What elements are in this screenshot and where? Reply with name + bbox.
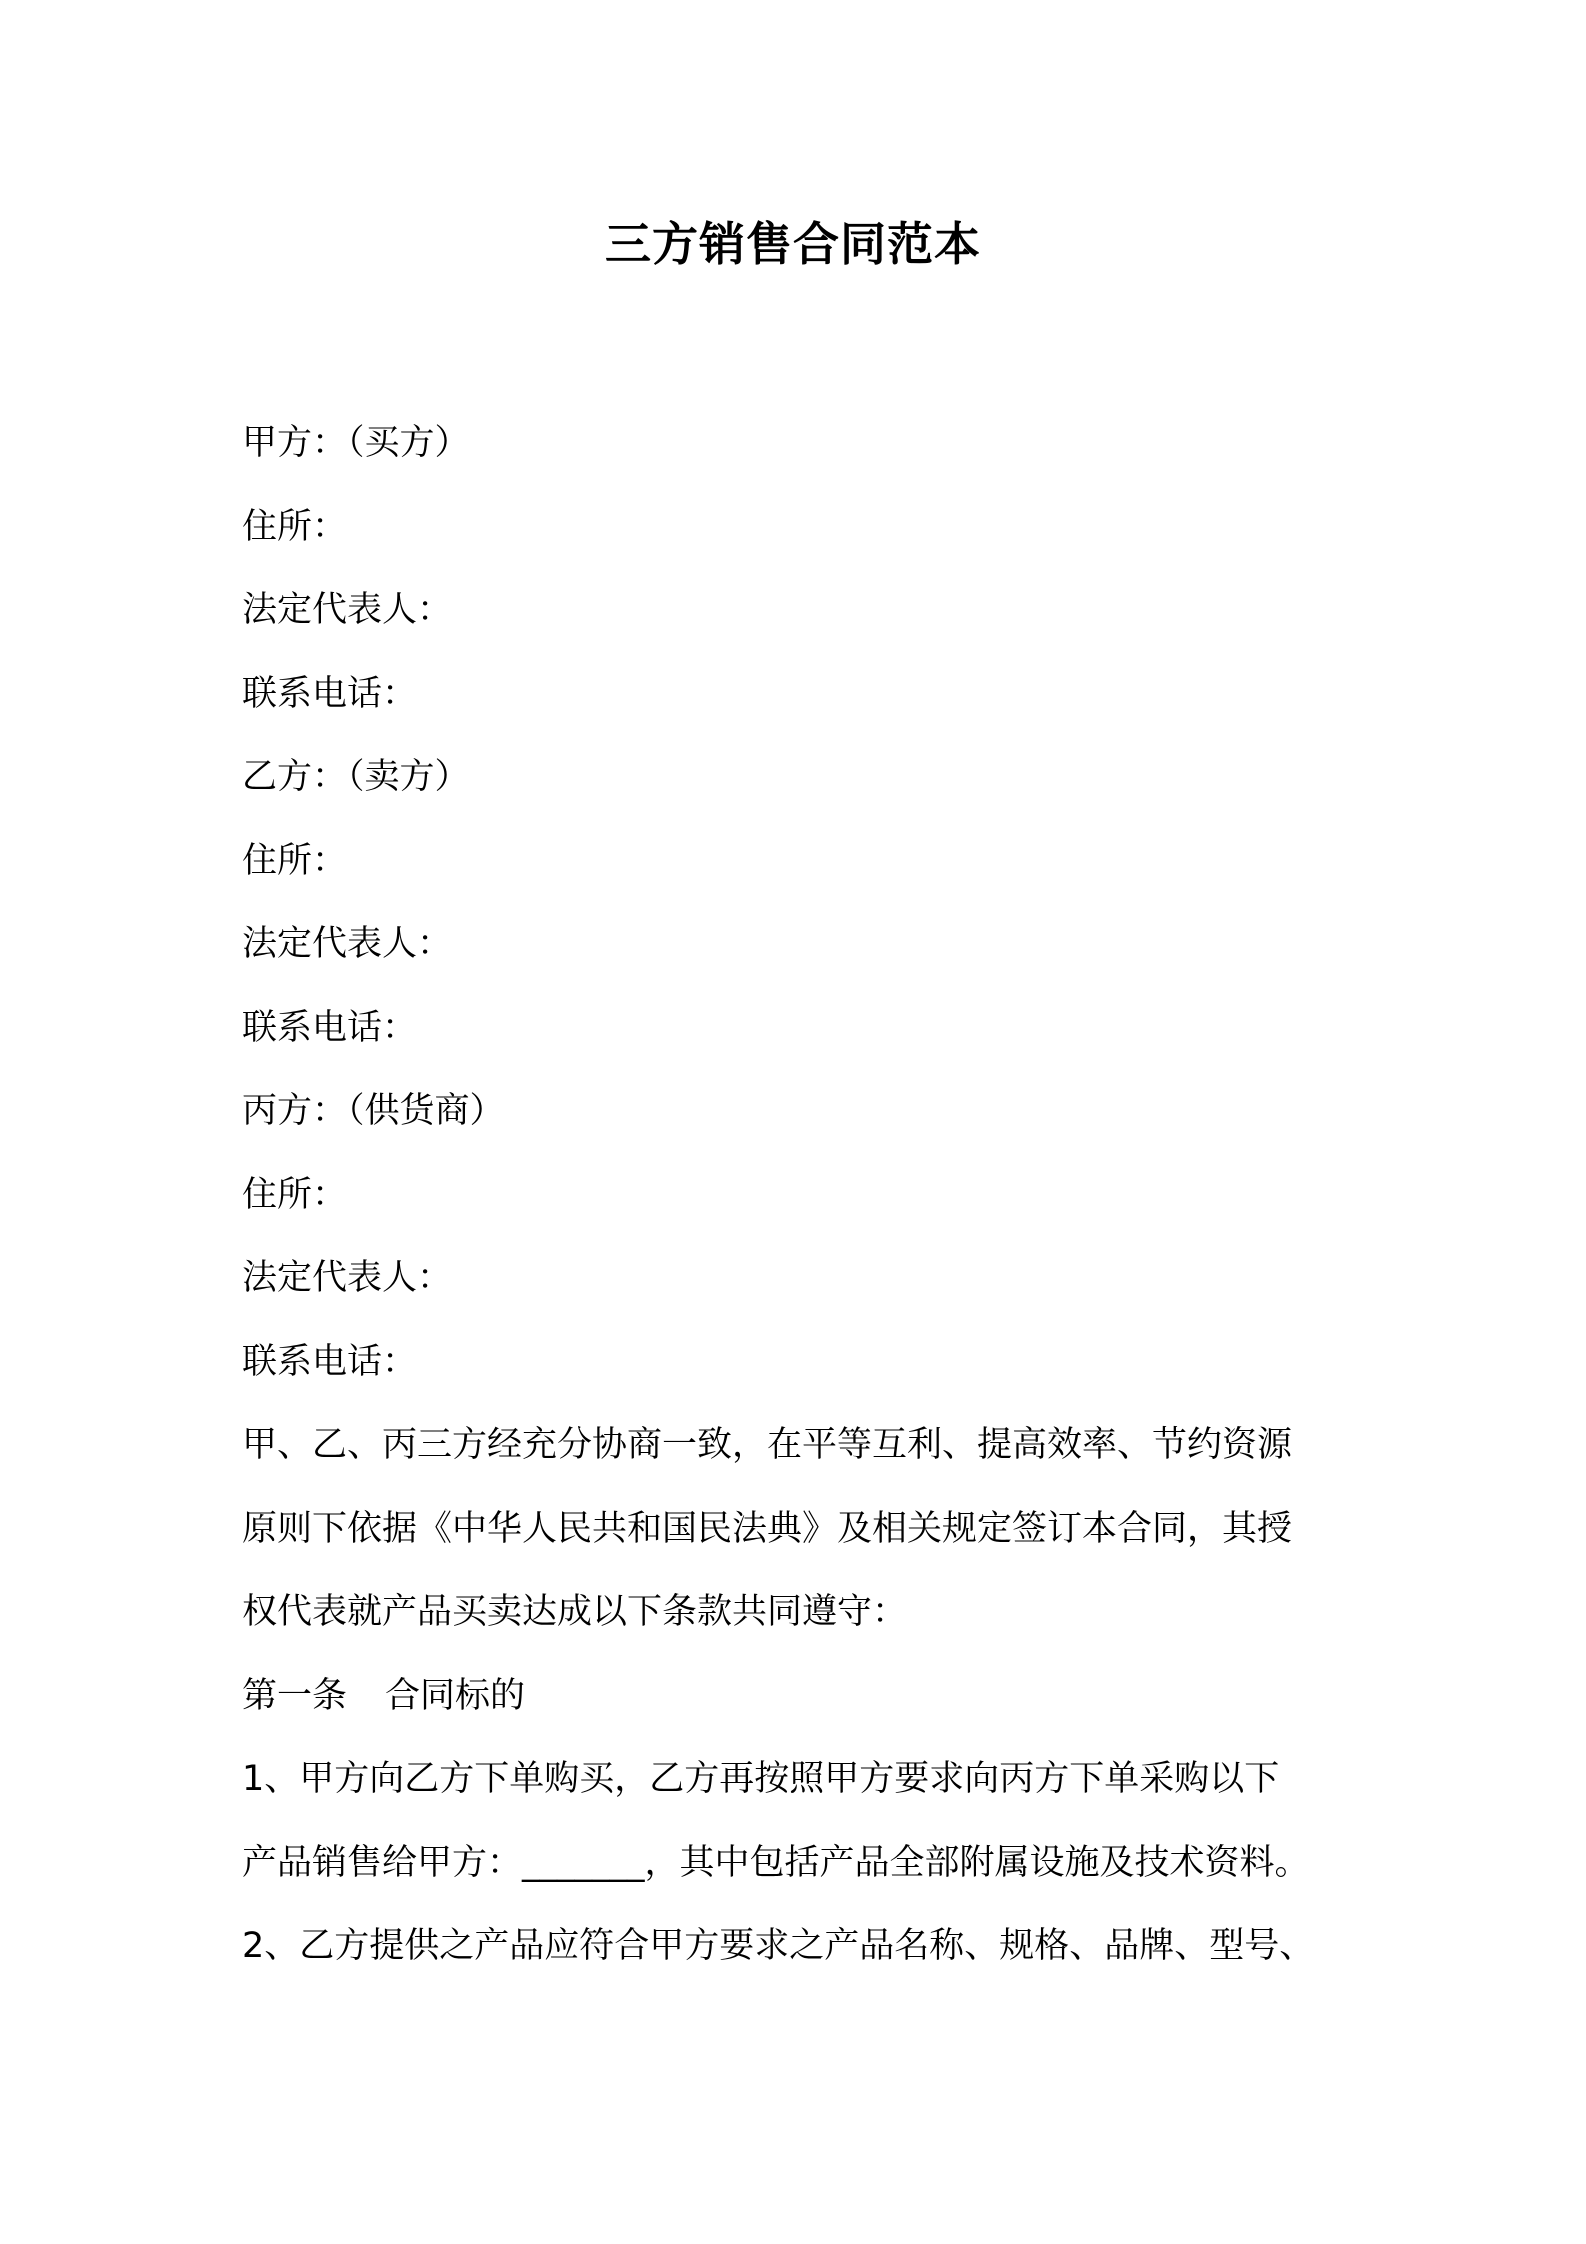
article-1-heading xyxy=(242,1655,1392,1739)
preamble-line: 甲、乙、丙三方经充分协商一致，在平等互利、提高效率、节约资源 xyxy=(242,1425,1293,1465)
party-c-address: 住所： xyxy=(242,1174,348,1215)
party-b-address: 住所： xyxy=(242,840,348,881)
party-c-phone: 联系电话： xyxy=(242,1341,418,1382)
party-b-legal-representative: 法定代表人： xyxy=(242,924,453,964)
document-title: 三方销售合同范本 xyxy=(605,217,981,271)
clause-2-line: 2、乙方提供之产品应符合甲方要求之产品名称、规格、品牌、型号、 xyxy=(242,1926,1315,1966)
document-body xyxy=(242,402,1392,1989)
party-b-label: 乙方：（卖方） xyxy=(242,757,470,797)
preamble-line: 权代表就产品买卖达成以下条款共同遵守： xyxy=(242,1592,908,1632)
party-a-phone: 联系电话： xyxy=(242,673,418,714)
article-1-number: 第一条 xyxy=(242,1675,348,1716)
party-b-phone: 联系电话： xyxy=(242,1007,418,1048)
clause-1-line: 1、甲方向乙方下单购买，乙方再按照甲方要求向丙方下单采购以下 xyxy=(242,1759,1280,1799)
party-c-legal-representative: 法定代表人： xyxy=(242,1258,453,1298)
party-a-label: 甲方：（买方） xyxy=(242,423,470,463)
preamble-line: 原则下依据《中华人民共和国民法典》及相关规定签订本合同，其授 xyxy=(242,1508,1293,1549)
article-1-title: 合同标的 xyxy=(385,1675,526,1716)
party-c-label: 丙方：（供货商） xyxy=(242,1091,505,1131)
party-a-legal-representative: 法定代表人： xyxy=(242,590,453,630)
party-a-address: 住所： xyxy=(242,506,348,547)
clause-1-line: 产品销售给甲方：_______，其中包括产品全部附属设施及技术资料。 xyxy=(242,1842,1310,1883)
